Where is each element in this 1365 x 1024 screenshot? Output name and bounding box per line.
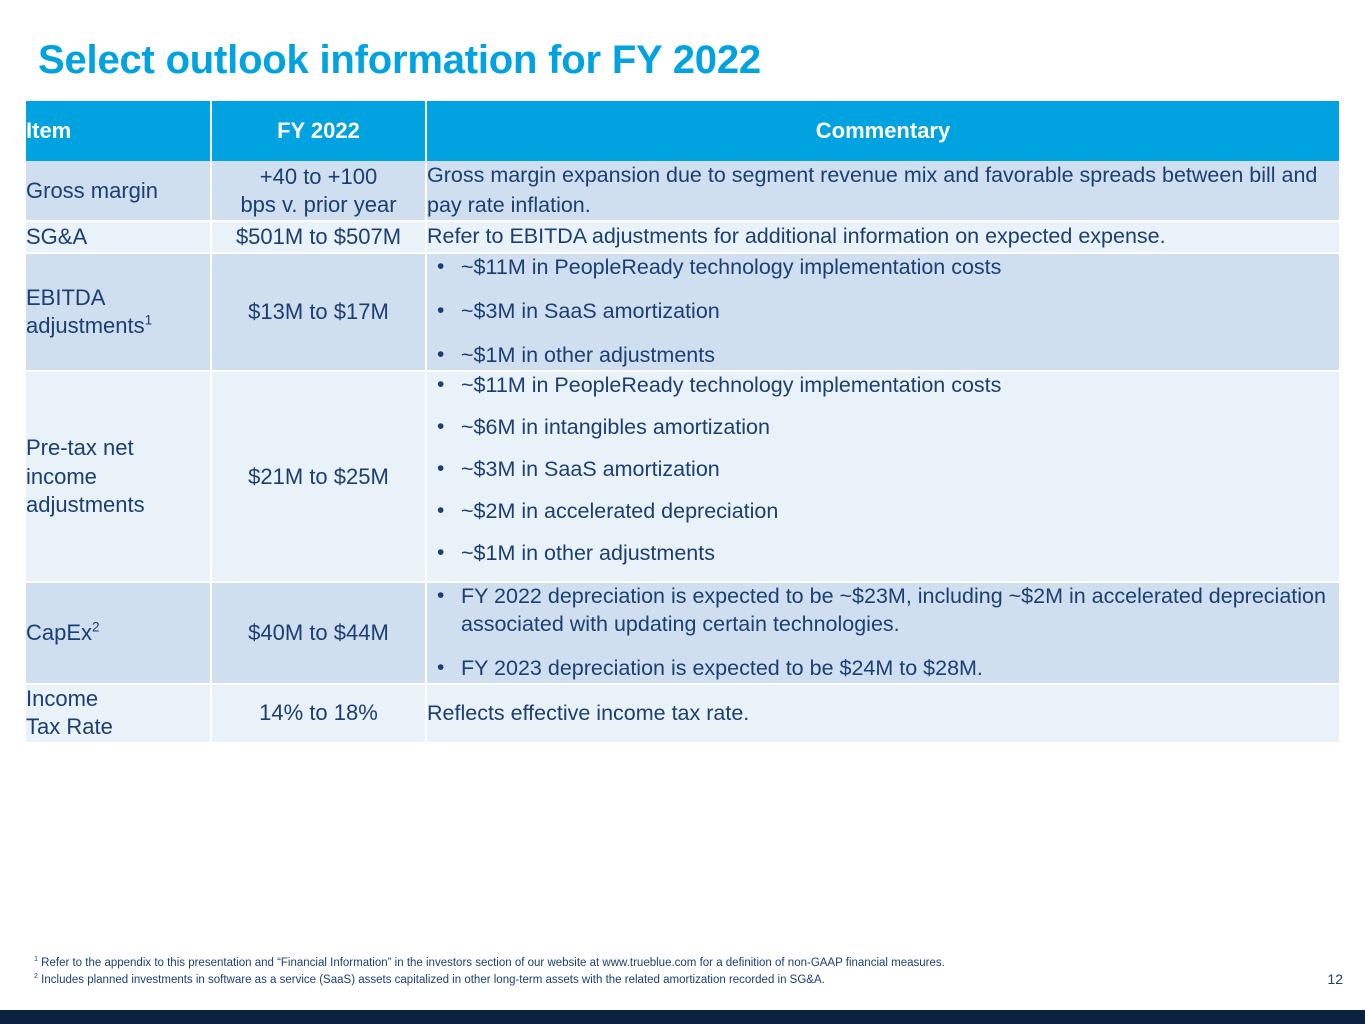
footnote-1 — [34, 955, 1184, 972]
footnote-marker: 2 — [92, 619, 100, 635]
commentary-text: Gross margin expansion due to segment revenue mix and favorable spreads between bill and pay rate inflation. — [427, 163, 1318, 217]
list-item: • ~$1M in other adjustments — [427, 540, 1339, 568]
list-item: • ~$11M in PeopleReady technology implementation costs — [427, 372, 1339, 400]
list-item: • ~$3M in SaaS amortization — [427, 456, 1339, 484]
item-line-1: Income — [26, 686, 99, 712]
footnote-2-marker: 2 — [34, 971, 38, 980]
table-header-row — [26, 101, 1339, 161]
table-row — [26, 221, 1339, 253]
item-line-3: adjustments — [26, 491, 145, 517]
commentary-text: Refer to EBITDA adjustments for additional information on expected expense. — [427, 224, 1166, 249]
item-line-1: EBITDA — [26, 284, 106, 310]
list-item: • ~$11M in PeopleReady technology implementation costs — [427, 254, 1339, 282]
row-commentary-pretax-net-income-adjustments — [426, 371, 1339, 583]
list-item: • FY 2023 depreciation is expected to be $24M to $28M. — [427, 655, 1339, 683]
outlook-table — [26, 101, 1339, 742]
table-row — [26, 582, 1339, 684]
page-title: Select outlook information for FY 2022 — [38, 38, 761, 82]
row-fy-gross-margin — [211, 161, 426, 221]
table-row — [26, 684, 1339, 741]
header-fy-2022: FY 2022 — [211, 101, 426, 161]
list-item: • ~$1M in other adjustments — [427, 342, 1339, 370]
row-item-ebitda-adjustments — [26, 253, 211, 371]
list-item: • ~$2M in accelerated depreciation — [427, 498, 1339, 526]
row-commentary-capex — [426, 582, 1339, 684]
item-label: CapEx — [26, 620, 93, 646]
item-line-2: adjustments — [26, 312, 145, 338]
row-fy-ebitda-adjustments: $13M to $17M — [211, 253, 426, 371]
commentary-text: Reflects effective income tax rate. — [427, 700, 750, 725]
row-fy-pretax-net-income-adjustments: $21M to $25M — [211, 371, 426, 583]
footnotes — [34, 955, 1184, 988]
header-item: Item — [26, 101, 211, 161]
row-commentary-sga — [426, 221, 1339, 253]
row-commentary-gross-margin — [426, 161, 1339, 221]
row-item-gross-margin: Gross margin — [26, 161, 211, 221]
row-fy-capex: $40M to $44M — [211, 582, 426, 684]
bottom-bar — [0, 1010, 1365, 1024]
list-item: • FY 2022 depreciation is expected to be ~$23M, including ~$2M in accelerated depreciation associated with updating certain technologies. — [427, 583, 1339, 639]
footnote-1-marker: 1 — [34, 955, 38, 964]
bullet-list — [427, 254, 1339, 370]
table-body — [26, 161, 1339, 742]
footnote-1-text: Refer to the appendix to this presentation and “Financial Information” in the investors section of our website at www.trueblue.com for a definition of non-GAAP financial measures. — [41, 957, 945, 969]
row-fy-sga: $501M to $507M — [211, 221, 426, 253]
footnote-2 — [34, 972, 1184, 989]
row-commentary-ebitda-adjustments — [426, 253, 1339, 371]
list-item: • ~$3M in SaaS amortization — [427, 298, 1339, 326]
bullet-list — [427, 583, 1339, 683]
list-item: • ~$6M in intangibles amortization — [427, 414, 1339, 442]
fy-line-1: +40 to +100 — [259, 163, 378, 189]
row-commentary-income-tax-rate — [426, 684, 1339, 741]
fy-line-2: bps v. prior year — [240, 191, 397, 217]
footnote-2-text: Includes planned investments in software as a service (SaaS) assets capitalized in other long-term assets with the related amortization recorded in SG&A. — [41, 973, 825, 986]
table-row — [26, 371, 1339, 583]
item-line-1: Pre-tax net — [26, 435, 134, 461]
footnote-marker: 1 — [144, 312, 153, 328]
row-fy-income-tax-rate: 14% to 18% — [211, 684, 426, 741]
table-row — [26, 253, 1339, 371]
row-item-income-tax-rate — [26, 684, 211, 741]
row-item-sga: SG&A — [26, 221, 211, 253]
item-line-2: Tax Rate — [26, 714, 113, 740]
table-header — [26, 101, 1339, 161]
table-row — [26, 161, 1339, 221]
row-item-capex — [26, 582, 211, 684]
bullet-list — [427, 372, 1339, 568]
page-number: 12 — [1327, 971, 1343, 987]
item-line-2: income — [26, 463, 97, 489]
row-item-pretax-net-income-adjustments — [26, 371, 211, 583]
header-commentary: Commentary — [426, 101, 1339, 161]
